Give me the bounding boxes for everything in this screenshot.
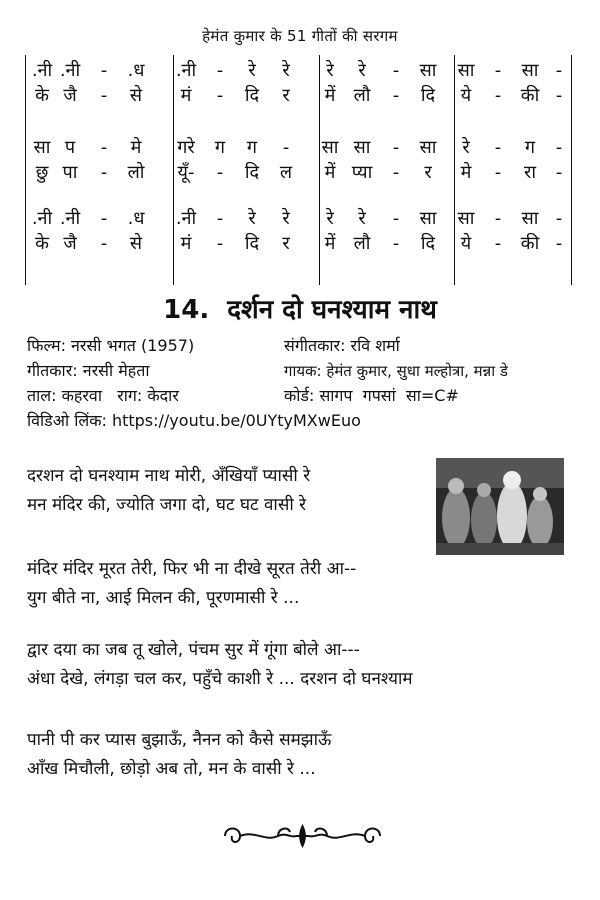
notation-cell: सा [419,60,437,81]
notation-cell: - [555,162,563,183]
notation-cell: दि [420,85,436,106]
notation-cell: दि [244,233,260,254]
notation-cell: .नी [31,208,53,229]
notation-cell: ग [246,137,258,158]
chords-info: कोर्ड: सागप गपसां सा=C# [284,386,459,405]
notation-cell: दि [244,85,260,106]
lyric-line: युग बीते ना, आई मिलन की, पूरणमासी रे ... [27,588,300,608]
notation-cell: सा [321,137,339,158]
lyric-line: दरशन दो घनश्याम नाथ मोरी, अँखियाँ प्यासी रे [27,466,311,486]
notation-cell: रे [248,60,256,81]
notation-cell: .नी [59,60,81,81]
notation-cell: ग [524,137,536,158]
notation-cell: - [392,162,400,183]
notation-cell: में [324,85,336,106]
notation-cell: दि [420,233,436,254]
notation-cell: रे [462,137,470,158]
notation-cell: मे [130,137,142,158]
singers-info: गायक: हेमंत कुमार, सुधा मल्होत्रा, मन्ना डे [284,362,508,380]
notation-cell: सा [419,137,437,158]
notation-cell: रे [282,60,290,81]
notation-cell: र [282,233,290,254]
notation-cell: सा [419,208,437,229]
notation-cell: लो [127,162,145,183]
notation-cell: - [216,162,224,183]
notation-cell: - [392,233,400,254]
verse-3 [27,636,413,694]
video-link[interactable]: विडिओ लिंक: https://youtu.be/0UYtyMXwEuo [27,411,361,430]
notation-cell: ये [460,233,472,254]
notation-cell: - [392,208,400,229]
notation-swar-row [26,207,571,231]
song-still-image [436,458,564,555]
notation-cell: छु [35,162,49,183]
notation-cell: सा [33,137,51,158]
notation-cell: - [216,208,224,229]
notation-cell: ग [214,137,226,158]
notation-cell: सा [457,208,475,229]
notation-cell: से [129,85,143,106]
notation-cell: - [100,60,108,81]
lyric-line: आँख मिचौली, छोड़ो अब तो, मन के वासी रे ... [27,759,316,779]
notation-cell: रे [326,208,334,229]
notation-cell: मं [180,85,192,106]
notation-cell: - [555,137,563,158]
notation-cell: रा [523,162,537,183]
lyric-line: द्वार दया का जब तू खोले, पंचम सुर में गूंगा बोले आ--- [27,640,360,660]
verse-2 [27,555,356,613]
notation-cell: सा [353,137,371,158]
notation-cell: .नी [31,60,53,81]
page-header: हेमंत कुमार के 51 गीतों की सरगम [202,27,398,45]
notation-cell: जै [63,85,77,106]
notation-cell: - [392,137,400,158]
notation-cell: - [216,60,224,81]
notation-lyric-row [26,161,571,185]
notation-cell: रे [358,208,366,229]
notation-cell: के [35,233,49,254]
lyric-line: मन मंदिर की, ज्योति जगा दो, घट घट वासी रे [27,495,307,515]
notation-cell: रे [248,208,256,229]
lyric-line: अंधा देखे, लंगड़ा चल कर, पहुँचे काशी रे ... दरशन दो घनश्याम [27,669,413,689]
notation-cell: गरे [177,137,195,158]
notation-cell: पा [62,162,78,183]
notation-cell: - [494,233,502,254]
notation-cell: र [282,85,290,106]
notation-cell: - [555,85,563,106]
notation-cell: लौ [353,233,371,254]
notation-cell: के [35,85,49,106]
verse-1 [27,462,310,520]
notation-lyric-row [26,232,571,256]
notation-cell: में [324,233,336,254]
notation-swar-row [26,136,571,160]
notation-cell: र [424,162,432,183]
song-title-block [0,290,600,326]
notation-cell: - [100,233,108,254]
notation-cell: मं [180,233,192,254]
notation-cell: - [216,85,224,106]
notation-cell: - [494,60,502,81]
notation-cell: - [392,85,400,106]
lyricist-info: गीतकार: नरसी मेहता [27,361,150,380]
notation-swar-row [26,59,571,83]
notation-cell: - [282,137,290,158]
notation-cell: .ध [127,208,145,229]
notation-cell: - [392,60,400,81]
sargam-notation-table [25,55,572,285]
notation-cell: प्या [351,162,373,183]
notation-cell: यूँ- [177,162,195,183]
composer-info: संगीतकार: रवि शर्मा [284,336,400,355]
notation-cell: रे [358,60,366,81]
notation-cell: - [494,162,502,183]
notation-cell: ये [460,85,472,106]
notation-cell: .ध [127,60,145,81]
notation-cell: प [64,137,76,158]
notation-cell: की [520,85,540,106]
notation-cell: ल [279,162,293,183]
notation-cell: - [555,233,563,254]
notation-lyric-row [26,84,571,108]
lyric-line: पानी पी कर प्यास बुझाऊँ, नैनन को कैसे समझाऊँ [27,730,332,750]
notation-cell: - [494,137,502,158]
notation-cell: - [100,85,108,106]
notation-cell: - [555,208,563,229]
notation-cell: जै [63,233,77,254]
notation-cell: .नी [175,60,197,81]
notation-cell: सा [457,60,475,81]
notation-cell: रे [326,60,334,81]
notation-cell: - [100,137,108,158]
notation-cell: - [494,85,502,106]
notation-cell: सा [521,208,539,229]
notation-cell: से [129,233,143,254]
notation-cell: - [216,233,224,254]
notation-cell: .नी [59,208,81,229]
verse-4 [27,726,331,784]
notation-cell: - [100,162,108,183]
notation-cell: की [520,233,540,254]
notation-cell: मे [460,162,472,183]
notation-cell: लौ [353,85,371,106]
notation-cell: में [324,162,336,183]
notation-cell: - [555,60,563,81]
song-title: दर्शन दो घनश्याम नाथ [227,295,437,325]
notation-cell: .नी [175,208,197,229]
notation-cell: सा [521,60,539,81]
notation-cell: - [100,208,108,229]
lyric-line: मंदिर मंदिर मूरत तेरी, फिर भी ना दीखे सूरत तेरी आ-- [27,559,357,579]
film-info: फिल्म: नरसी भगत (1957) [27,336,195,355]
decorative-ornament [220,818,385,854]
notation-cell: रे [282,208,290,229]
song-number: 14. [163,295,210,325]
notation-cell: दि [244,162,260,183]
taal-raag-info: ताल: कहरवा राग: केदार [27,386,179,405]
notation-cell: - [494,208,502,229]
